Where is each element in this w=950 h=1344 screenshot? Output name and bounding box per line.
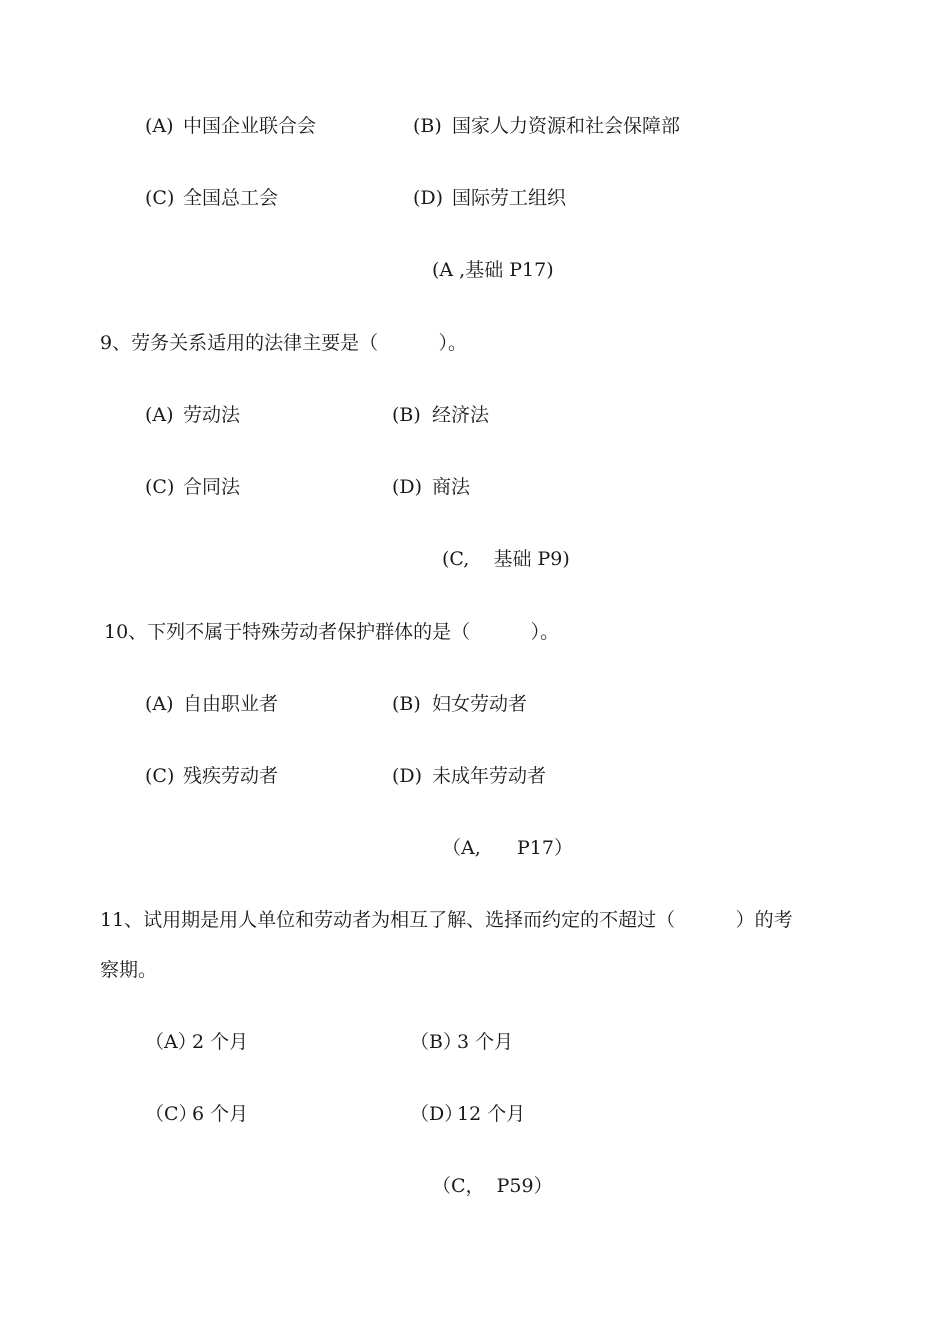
option-d-label: （D） (410, 1103, 464, 1125)
option-b-label: (B) (392, 404, 421, 426)
question-10: 10、下列不属于特殊劳动者保护群体的是（ ）。 (104, 621, 560, 643)
answer-note: (A ,基础 P17) (432, 259, 554, 281)
option-b-label: （B） (410, 1031, 462, 1053)
question-11-line-1: 11、试用期是用人单位和劳动者为相互了解、选择而约定的不超过（ ）的考 (100, 909, 793, 931)
option-c-label: (C) (145, 187, 175, 209)
option-a-label: (A) (145, 404, 174, 426)
answer-note: （A, P17） (442, 837, 573, 859)
option-d-text: 未成年劳动者 (432, 765, 547, 787)
option-a-label: (A) (145, 115, 174, 137)
option-a-text: 2 个月 (192, 1031, 249, 1053)
question-9: 9、劳务关系适用的法律主要是（ ）。 (100, 332, 467, 354)
option-a-text: 中国企业联合会 (183, 115, 317, 137)
option-c-label: (C) (145, 765, 175, 787)
option-c-text: 全国总工会 (183, 187, 279, 209)
option-a-text: 劳动法 (183, 404, 241, 426)
option-d-label: (D) (413, 187, 444, 209)
option-d-text: 国际劳工组织 (452, 187, 567, 209)
option-d-label: (D) (392, 765, 423, 787)
option-d-text: 商法 (432, 476, 471, 498)
option-b-text: 经济法 (432, 404, 490, 426)
option-c-text: 合同法 (183, 476, 241, 498)
option-b-text: 3 个月 (457, 1031, 514, 1053)
option-c-label: (C) (145, 476, 175, 498)
option-d-label: (D) (392, 476, 423, 498)
option-b-label: (B) (392, 693, 421, 715)
option-a-label: (A) (145, 693, 174, 715)
answer-note: （C， P59） (432, 1175, 553, 1197)
option-b-text: 国家人力资源和社会保障部 (452, 115, 681, 137)
option-a-label: （A） (145, 1031, 197, 1053)
option-b-label: (B) (413, 115, 442, 137)
option-d-text: 12 个月 (457, 1103, 526, 1125)
question-11-line-2: 察期。 (100, 959, 158, 981)
option-c-text: 残疾劳动者 (183, 765, 279, 787)
answer-note: (C, 基础 P9) (442, 548, 570, 570)
option-c-text: 6 个月 (192, 1103, 249, 1125)
option-c-label: （C） (145, 1103, 198, 1125)
option-b-text: 妇女劳动者 (432, 693, 528, 715)
option-a-text: 自由职业者 (183, 693, 279, 715)
